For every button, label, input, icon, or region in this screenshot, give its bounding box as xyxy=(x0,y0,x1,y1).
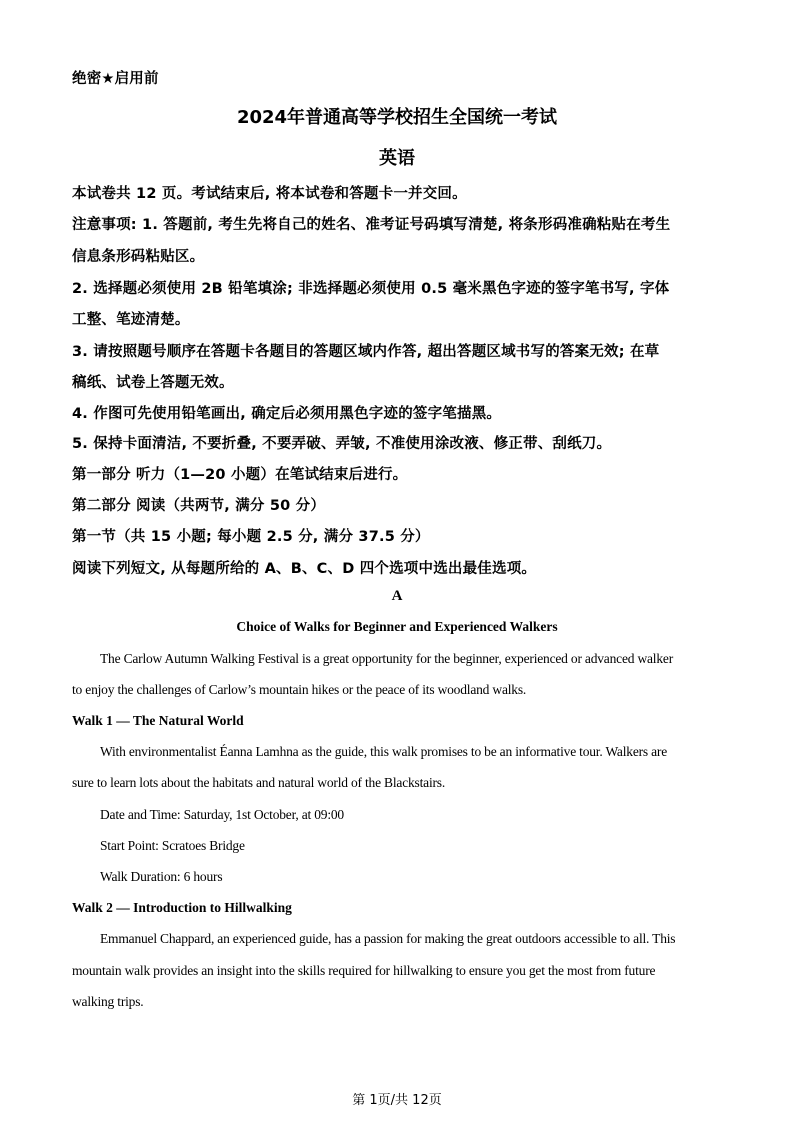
note-1-line-1: 注意事项: 1. 答题前, 考生先将自己的姓名、准考证号码填写清楚, 将条形码准确粘贴在考生 xyxy=(72,217,671,233)
passage-title: Choice of Walks for Beginner and Experienced Walkers xyxy=(236,619,558,634)
page-number: 第 1页/共 12页 xyxy=(352,1093,442,1108)
note-4: 4. 作图可先使用铅笔画出, 确定后必须用黑色字迹的签字笔描黑。 xyxy=(72,406,502,422)
walk-2-heading: Walk 2 — Introduction to Hillwalking xyxy=(72,900,292,915)
walk-1-duration: Walk Duration: 6 hours xyxy=(100,869,223,884)
passage-intro-line-2: to enjoy the challenges of Carlow’s mountain hikes or the peace of its woodland walks. xyxy=(72,682,527,697)
reading-directions: 阅读下列短文, 从每题所给的 A、B、C、D 四个选项中选出最佳选项。 xyxy=(72,561,537,577)
confidential-mark: 绝密★启用前 xyxy=(72,71,159,87)
walk-1-desc-line-2: sure to learn lots about the habitats and natural world of the Blackstairs. xyxy=(72,775,446,790)
note-5: 5. 保持卡面清洁, 不要折叠, 不要弄破、弄皱, 不准使用涂改液、修正带、刮纸刀。 xyxy=(72,436,612,452)
passage-label: A xyxy=(391,588,403,604)
section-1-heading: 第一节（共 15 小题; 每小题 2.5 分, 满分 37.5 分） xyxy=(72,529,430,545)
exam-title: 2024年普通高等学校招生全国统一考试 xyxy=(236,107,558,128)
walk-1-start-point: Start Point: Scratoes Bridge xyxy=(100,838,245,853)
part-1-heading: 第一部分 听力（1—20 小题）在笔试结束后进行。 xyxy=(72,467,408,483)
note-3-line-2: 稿纸、试卷上答题无效。 xyxy=(72,375,234,391)
walk-1-heading: Walk 1 — The Natural World xyxy=(72,713,244,728)
note-2-line-2: 工整、笔迹清楚。 xyxy=(72,312,190,328)
subject-title: 英语 xyxy=(379,148,415,169)
walk-2-desc-line-3: walking trips. xyxy=(72,994,144,1009)
note-1-line-2: 信息条形码粘贴区。 xyxy=(72,249,205,265)
note-2-line-1: 2. 选择题必须使用 2B 铅笔填涂; 非选择题必须使用 0.5 毫米黑色字迹的签字笔书写, 字体 xyxy=(72,281,670,297)
walk-1-date-time: Date and Time: Saturday, 1st October, at 09:00 xyxy=(100,807,344,822)
walk-2-desc-line-2: mountain walk provides an insight into the skills required for hillwalking to ensure you get the most from future xyxy=(72,963,656,978)
walk-1-desc-line-1: With environmentalist Éanna Lamhna as the guide, this walk promises to be an informative tour. Walkers are xyxy=(100,744,668,759)
note-3-line-1: 3. 请按照题号顺序在答题卡各题目的答题区域内作答, 超出答题区域书写的答案无效; 在草 xyxy=(72,344,660,360)
exam-intro: 本试卷共 12 页。考试结束后, 将本试卷和答题卡一并交回。 xyxy=(72,186,467,202)
part-2-heading: 第二部分 阅读（共两节, 满分 50 分） xyxy=(72,498,326,514)
walk-2-desc-line-1: Emmanuel Chappard, an experienced guide, has a passion for making the great outdoors accessible to all. This xyxy=(100,931,676,946)
passage-intro-line-1: The Carlow Autumn Walking Festival is a great opportunity for the beginner, experienced or advanced walker xyxy=(100,651,673,666)
